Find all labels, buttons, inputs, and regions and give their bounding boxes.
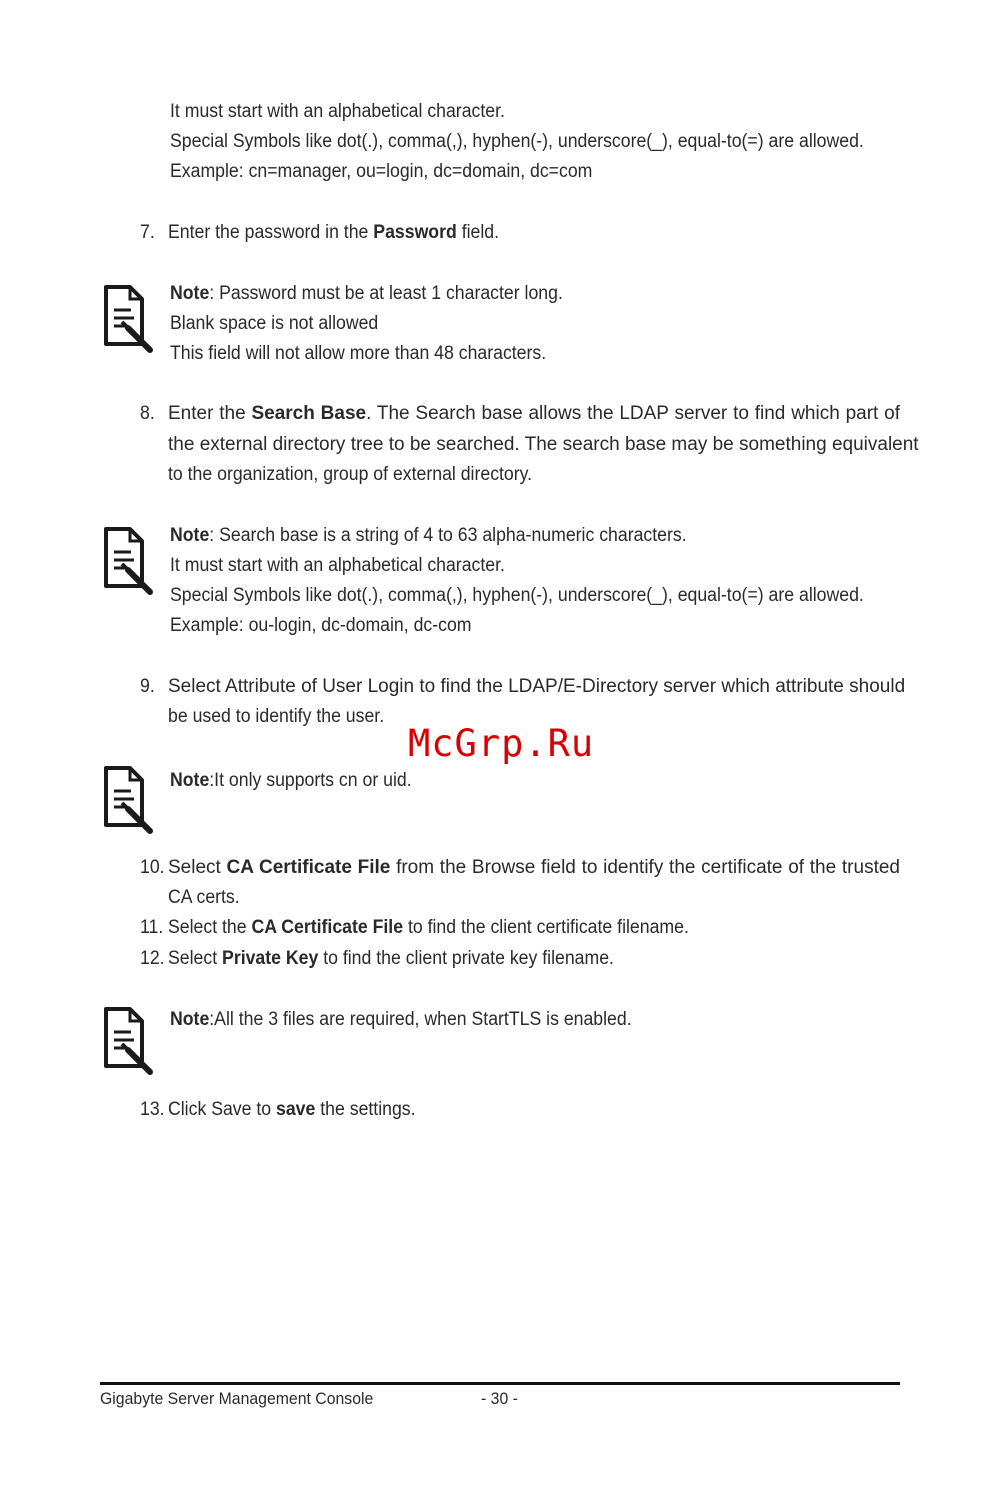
text-segment: Select (168, 948, 223, 969)
bold-term: Private Key (222, 948, 319, 969)
note-label: Note (170, 770, 210, 791)
note-text (170, 524, 687, 548)
note-text (170, 282, 563, 306)
text-segment: :All the 3 files are required, when StartTLS is enabled. (209, 1009, 632, 1030)
text-segment: to find the client private key filename. (318, 948, 614, 969)
step-9-text: be used to identify the user. (168, 706, 385, 727)
bold-term: Password (373, 222, 457, 243)
step-number: 8. (140, 403, 155, 424)
text-segment: Click Save to (168, 1099, 277, 1120)
footer-divider (100, 1382, 900, 1385)
text-segment: Enter the password in the (168, 222, 374, 243)
step-9-text: Select Attribute of User Login to find the LDAP/E-Directory server which attribute should (168, 676, 906, 697)
note-text (170, 769, 412, 793)
step-11-text (168, 916, 689, 940)
note-label: Note (170, 525, 210, 546)
note-text: This field will not allow more than 48 characters. (170, 343, 547, 364)
text-segment: . The Search base allows the LDAP server to find which part of (366, 403, 900, 424)
text-segment: : Password must be at least 1 character long. (209, 283, 563, 304)
text-segment: from the Browse field to identify the certificate of the trusted (390, 857, 900, 878)
step-8-text (168, 402, 900, 426)
text-segment: Select the (168, 917, 252, 938)
text-line: It must start with an alphabetical character. (170, 101, 505, 122)
bold-term: save (276, 1099, 316, 1120)
step-number: 13. (140, 1099, 165, 1120)
page-number: - 30 - (481, 1389, 518, 1408)
text-segment: :It only supports cn or uid. (209, 770, 412, 791)
step-number: 12. (140, 948, 165, 969)
text-segment: field. (456, 222, 500, 243)
step-12-text (168, 947, 614, 971)
step-number: 9. (140, 676, 155, 697)
step-8-text: the external directory tree to be searched. The search base may be something equivalent (168, 434, 919, 455)
note-icon (98, 1006, 154, 1078)
step-13-text (168, 1098, 416, 1122)
step-7-text (168, 221, 499, 245)
step-number: 7. (140, 222, 155, 243)
step-10-text (168, 856, 900, 880)
step-10-text: CA certs. (168, 887, 240, 908)
note-text: Special Symbols like dot(.), comma(,), hyphen(-), underscore(_), equal-to(=) are allowed. (170, 585, 864, 606)
note-label: Note (170, 1009, 210, 1030)
note-icon (98, 284, 154, 356)
step-8-text: to the organization, group of external directory. (168, 464, 533, 485)
bold-term: CA Certificate File (226, 857, 391, 878)
note-label: Note (170, 283, 210, 304)
text-segment: : Search base is a string of 4 to 63 alpha-numeric characters. (209, 525, 687, 546)
note-icon (98, 526, 154, 598)
text-segment: the settings. (315, 1099, 416, 1120)
note-icon (98, 765, 154, 837)
text-segment: Enter the (168, 403, 252, 424)
note-text: Example: ou-login, dc-domain, dc-com (170, 615, 472, 636)
note-text: Blank space is not allowed (170, 313, 379, 334)
bold-term: CA Certificate File (251, 917, 404, 938)
watermark-text: McGrp.Ru (408, 722, 595, 765)
footer-title: Gigabyte Server Management Console (100, 1389, 374, 1408)
bold-term: Search Base (251, 403, 367, 424)
note-text (170, 1008, 632, 1032)
step-number: 10. (140, 857, 165, 878)
step-number: 11. (140, 917, 164, 938)
text-line: Special Symbols like dot(.), comma(,), hyphen(-), underscore(_), equal-to(=) are allowed. (170, 131, 864, 152)
text-line: Example: cn=manager, ou=login, dc=domain, dc=com (170, 161, 593, 182)
note-text: It must start with an alphabetical character. (170, 555, 505, 576)
text-segment: to find the client certificate filename. (403, 917, 689, 938)
text-segment: Select (168, 857, 227, 878)
